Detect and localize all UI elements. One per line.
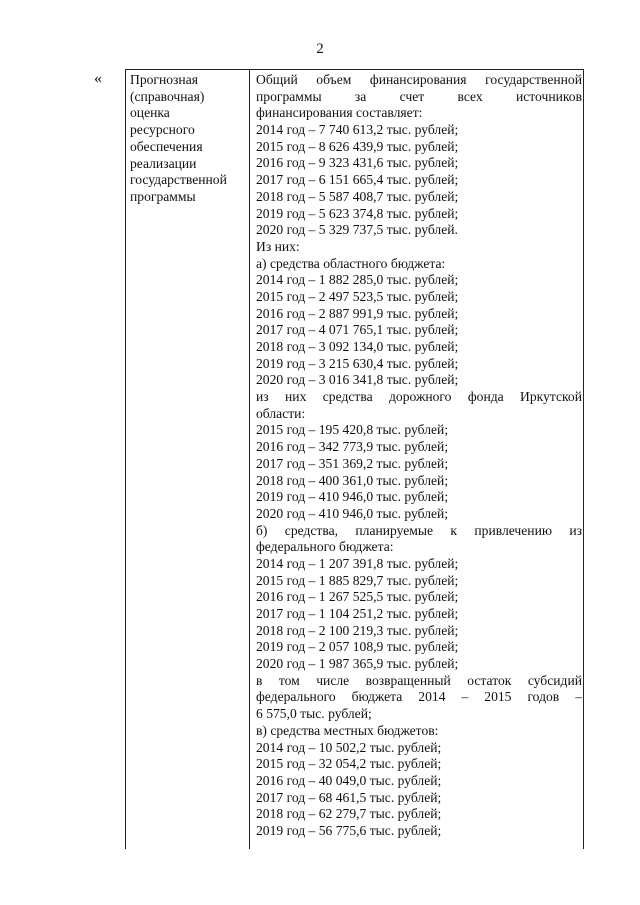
federal-year-line: 2014 год – 1 207 391,8 тыс. рублей; [256, 555, 459, 571]
federal-year-line: 2020 год – 1 987 365,9 тыс. рублей; [256, 656, 459, 672]
federal-budget-heading: б) средства, планируемые к привлечению из [256, 522, 582, 538]
federal-year-line: 2017 год – 1 104 251,2 тыс. рублей; [256, 606, 459, 621]
label-line: обеспечения [130, 138, 203, 154]
label-line: (справочная) [130, 88, 205, 104]
financing-content-cell [256, 72, 582, 840]
total-year-line: 2020 год – 5 329 737,5 тыс. рублей. [256, 222, 458, 238]
road-fund-year-line: 2016 год – 342 773,9 тыс. рублей; [256, 439, 449, 455]
returned-balance-note: 6 575,0 тыс. рублей; [256, 706, 372, 722]
regional-budget-heading: а) средства областного бюджета: [256, 255, 446, 271]
federal-budget-heading: федерального бюджета: [256, 539, 394, 555]
page-number: 2 [316, 41, 324, 57]
local-year-line: 2018 год – 62 279,7 тыс. рублей; [256, 806, 442, 822]
road-fund-year-line: 2019 год – 410 946,0 тыс. рублей; [256, 489, 449, 505]
federal-year-line: 2016 год – 1 267 525,5 тыс. рублей; [256, 589, 459, 605]
local-year-line: 2014 год – 10 502,2 тыс. рублей; [256, 739, 442, 755]
column-divider [249, 70, 250, 849]
returned-balance-note: в том числе возвращенный остаток субсидий [256, 672, 582, 688]
intro-line: финансирования составляет: [256, 105, 423, 121]
road-fund-year-line: 2020 год – 410 946,0 тыс. рублей; [256, 505, 449, 521]
local-budget-heading: в) средства местных бюджетов: [256, 722, 439, 738]
road-fund-year-line: 2018 год – 400 361,0 тыс. рублей; [256, 472, 449, 488]
road-fund-year-line: 2015 год – 195 420,8 тыс. рублей; [256, 422, 449, 438]
label-line: оценка [130, 105, 170, 121]
local-year-line: 2017 год – 68 461,5 тыс. рублей; [256, 789, 442, 805]
regional-year-line: 2019 год – 3 215 630,4 тыс. рублей; [256, 355, 459, 371]
total-year-line: 2017 год – 6 151 665,4 тыс. рублей; [256, 172, 459, 188]
local-year-line: 2019 год – 56 775,6 тыс. рублей; [256, 822, 442, 838]
row-label-cell [130, 72, 248, 206]
label-line: реализации [130, 155, 197, 171]
label-line: ресурсного [130, 122, 195, 138]
label-line: Прогнозная [130, 72, 198, 87]
program-passport-table [125, 69, 584, 849]
federal-year-line: 2019 год – 2 057 108,9 тыс. рублей; [256, 639, 459, 655]
opening-quote-mark: « [94, 70, 102, 87]
local-year-line: 2015 год – 32 054,2 тыс. рублей; [256, 756, 442, 772]
road-fund-heading: из них средства дорожного фонда Иркутской [256, 389, 582, 405]
local-year-line: 2016 год – 40 049,0 тыс. рублей; [256, 772, 442, 788]
intro-line: Общий объем финансирования государственной [256, 72, 582, 87]
total-year-line: 2014 год – 7 740 613,2 тыс. рублей; [256, 122, 459, 138]
federal-year-line: 2015 год – 1 885 829,7 тыс. рублей; [256, 572, 459, 588]
total-year-line: 2015 год – 8 626 439,9 тыс. рублей; [256, 138, 459, 154]
intro-line: программы за счет всех источников [256, 88, 582, 104]
total-year-line: 2018 год – 5 587 408,7 тыс. рублей; [256, 188, 459, 204]
label-line: государственной [130, 172, 227, 188]
total-year-line: 2019 год – 5 623 374,8 тыс. рублей; [256, 205, 459, 221]
returned-balance-note: федерального бюджета 2014 – 2015 годов – [256, 689, 582, 705]
regional-year-line: 2018 год – 3 092 134,0 тыс. рублей; [256, 339, 459, 354]
regional-year-line: 2015 год – 2 497 523,5 тыс. рублей; [256, 288, 459, 304]
regional-year-line: 2020 год – 3 016 341,8 тыс. рублей; [256, 372, 459, 388]
regional-year-line: 2014 год – 1 882 285,0 тыс. рублей; [256, 272, 459, 288]
of-them-line: Из них: [256, 238, 300, 254]
label-line: программы [130, 188, 196, 204]
regional-year-line: 2016 год – 2 887 991,9 тыс. рублей; [256, 305, 459, 321]
total-year-line: 2016 год – 9 323 431,6 тыс. рублей; [256, 155, 459, 171]
federal-year-line: 2018 год – 2 100 219,3 тыс. рублей; [256, 622, 459, 638]
road-fund-heading: области: [256, 405, 306, 421]
regional-year-line: 2017 год – 4 071 765,1 тыс. рублей; [256, 322, 459, 338]
road-fund-year-line: 2017 год – 351 369,2 тыс. рублей; [256, 455, 449, 471]
